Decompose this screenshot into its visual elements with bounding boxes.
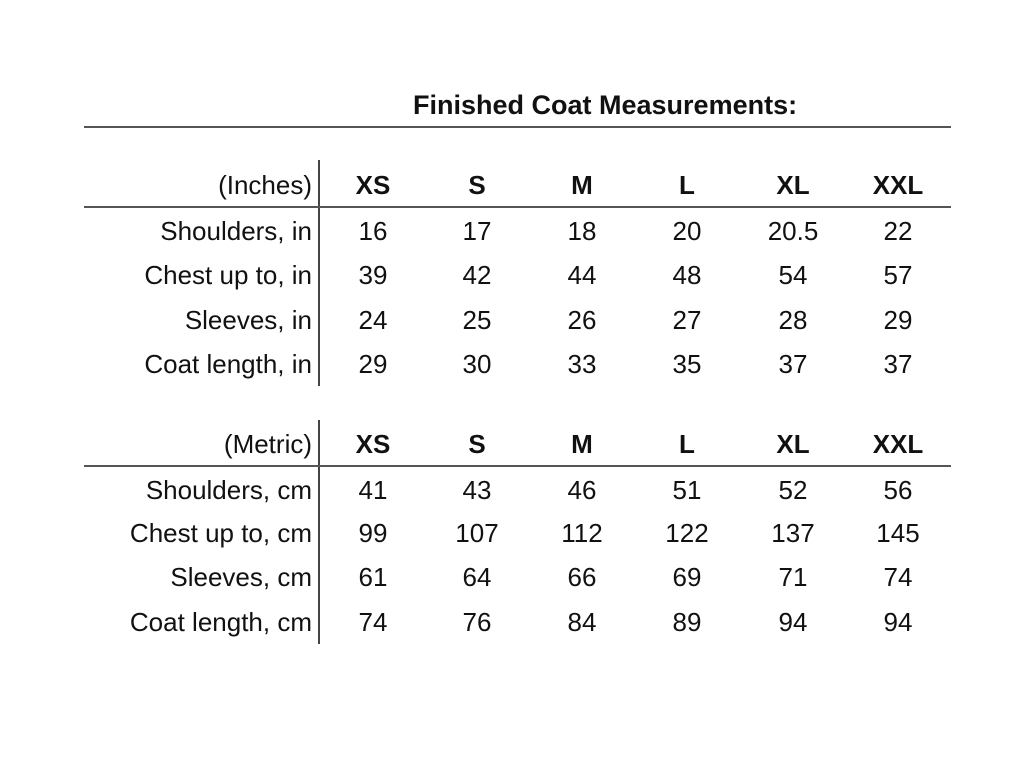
metric-size-header: XXL bbox=[872, 429, 924, 459]
inches-unit-label: (Inches) bbox=[218, 170, 312, 200]
table-cell: 35 bbox=[672, 349, 702, 379]
row-label: Coat length, in bbox=[144, 349, 312, 379]
table-cell: 54 bbox=[778, 260, 808, 290]
table-cell: 48 bbox=[672, 260, 702, 290]
metric-size-header: M bbox=[571, 429, 593, 459]
table-cell: 112 bbox=[561, 518, 603, 548]
inches-size-header: XS bbox=[355, 170, 391, 200]
table-cell: 44 bbox=[567, 260, 597, 290]
table-cell: 22 bbox=[883, 216, 913, 246]
inches-size-header: M bbox=[571, 170, 593, 200]
metric-unit-label: (Metric) bbox=[223, 429, 312, 459]
table-cell: 52 bbox=[778, 475, 808, 505]
metric-header-rule bbox=[84, 465, 951, 467]
table-cell: 51 bbox=[672, 475, 702, 505]
table-cell: 99 bbox=[358, 518, 388, 548]
inches-size-header: XL bbox=[776, 170, 810, 200]
table-cell: 20.5 bbox=[767, 216, 819, 246]
table-cell: 61 bbox=[358, 562, 388, 592]
table-cell: 66 bbox=[567, 562, 597, 592]
metric-size-header: XS bbox=[355, 429, 391, 459]
row-label: Shoulders, cm bbox=[145, 475, 312, 505]
metric-size-header: S bbox=[468, 429, 486, 459]
row-label: Sleeves, in bbox=[184, 305, 312, 335]
table-cell: 137 bbox=[771, 518, 815, 548]
table-cell: 27 bbox=[672, 305, 702, 335]
table-cell: 41 bbox=[358, 475, 388, 505]
table-cell: 43 bbox=[462, 475, 492, 505]
table-cell: 42 bbox=[462, 260, 492, 290]
metric-size-header: L bbox=[679, 429, 695, 459]
inches-size-header: S bbox=[468, 170, 486, 200]
table-cell: 24 bbox=[358, 305, 388, 335]
table-cell: 26 bbox=[567, 305, 597, 335]
inches-size-header: L bbox=[679, 170, 695, 200]
table-cell: 16 bbox=[358, 216, 388, 246]
table-cell: 18 bbox=[567, 216, 597, 246]
inches-header-rule bbox=[84, 206, 951, 208]
table-cell: 37 bbox=[778, 349, 808, 379]
table-cell: 94 bbox=[883, 607, 913, 637]
table-cell: 17 bbox=[462, 216, 492, 246]
metric-size-header: XL bbox=[776, 429, 810, 459]
table-cell: 94 bbox=[778, 607, 808, 637]
table-cell: 33 bbox=[567, 349, 597, 379]
table-cell: 28 bbox=[778, 305, 808, 335]
table-cell: 20 bbox=[672, 216, 702, 246]
table-cell: 122 bbox=[665, 518, 709, 548]
page-title: Finished Coat Measurements: bbox=[413, 90, 798, 120]
table-cell: 74 bbox=[883, 562, 913, 592]
row-label: Chest up to, cm bbox=[129, 518, 312, 548]
table-cell: 25 bbox=[462, 305, 492, 335]
title-rule bbox=[84, 126, 951, 128]
table-cell: 64 bbox=[462, 562, 492, 592]
table-cell: 30 bbox=[462, 349, 492, 379]
row-label: Sleeves, cm bbox=[170, 562, 312, 592]
table-cell: 84 bbox=[567, 607, 597, 637]
inches-size-header: XXL bbox=[872, 170, 924, 200]
row-label: Chest up to, in bbox=[144, 260, 312, 290]
table-cell: 57 bbox=[883, 260, 913, 290]
table-cell: 46 bbox=[567, 475, 597, 505]
table-cell: 107 bbox=[455, 518, 499, 548]
row-label: Shoulders, in bbox=[160, 216, 312, 246]
row-label: Coat length, cm bbox=[129, 607, 312, 637]
table-cell: 89 bbox=[672, 607, 702, 637]
table-cell: 71 bbox=[778, 562, 808, 592]
table-cell: 69 bbox=[672, 562, 702, 592]
table-cell: 145 bbox=[876, 518, 920, 548]
table-cell: 37 bbox=[883, 349, 913, 379]
table-cell: 29 bbox=[883, 305, 913, 335]
table-cell: 74 bbox=[358, 607, 388, 637]
table-cell: 56 bbox=[883, 475, 913, 505]
table-cell: 39 bbox=[358, 260, 388, 290]
table-cell: 29 bbox=[358, 349, 388, 379]
table-cell: 76 bbox=[462, 607, 492, 637]
